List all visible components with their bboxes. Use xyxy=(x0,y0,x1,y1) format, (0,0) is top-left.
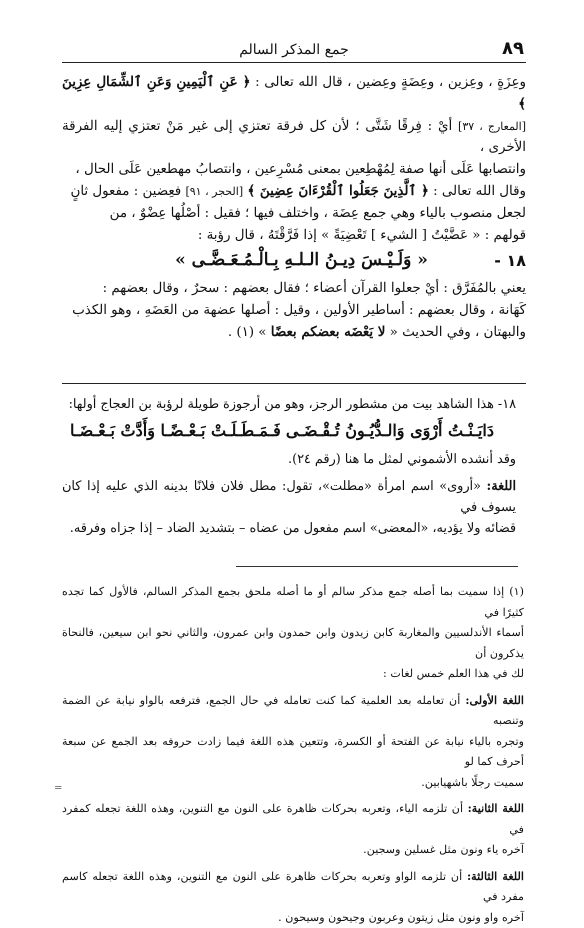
verse-commentary xyxy=(62,394,516,539)
body-line xyxy=(62,116,526,160)
footnote-text-span: أن تعامله بعد العلمية كما كنت تعامله في حال الجمع، فترفعه بالواو نيابة عن الضمة وتنصبه xyxy=(62,694,524,728)
body-line: لجعل منصوب بالياء وهي جمع عِضَة ، واختلف فيها ؛ فقيل : أصْلُها عِضْوٌ ، من xyxy=(62,203,526,225)
footnote-line: آخره واو ونون مثل زيتون وعربون وجيحون وسيحون . xyxy=(62,908,524,928)
commentary-line: قضائه ولا يؤديه، «المعضى» اسم مفعول من عضاه – بتشديد الضاد – إذا جزاه وفرقه. xyxy=(62,518,516,539)
footnote-line: لك في هذا العلم خمس لغات : xyxy=(62,664,524,685)
commentary-line xyxy=(62,476,516,518)
footnote-text-span: أن تلزمه الواو وتعربه بحركات ظاهرة على النون مع التنوين، وهذه اللغة تجعله كاسم مفرد في xyxy=(62,870,524,904)
body-text-span: أيْ : فِرقًا شَتَّى ؛ لأن كل فرقة تعتزي إلى غير مَنْ تعتزي إليه الفرقة الأخرى ، xyxy=(62,119,526,156)
running-title: جمع المذكر السالم xyxy=(64,42,524,58)
body-text-span: فعِضين : مفعول ثانٍ xyxy=(71,184,182,199)
footnote-line xyxy=(62,690,524,732)
footnotes xyxy=(62,582,524,928)
footnote-marker: » (١) . xyxy=(228,325,267,340)
footnote-text-span: أن تلزمه الياء، وتعربه بحركات ظاهرة على النون مع التنوين، وهذه اللغة تجعله كمفرد في xyxy=(62,802,524,836)
footnote-line xyxy=(62,798,524,840)
body-line: وانتصابها عَلَى أنها صفة لِمُهْطِعين بمعنى مُسْرِعين ، وانتصابُ مهطعين عَلَى الحال ، xyxy=(62,159,526,181)
poetry-verse xyxy=(62,247,526,277)
footnote-line: أسماء الأندلسيين والمغاربة كابن زيدون وابن حمدون وابن عمرون، والثاني نحو ابن سيعين، فالنحاة يذكرون أن xyxy=(62,623,524,664)
body-line: كَهَانة ، وقال بعضهم : أساطير الأولين ، وقيل : أصلها عضهة من العَضَهِ ، وهو الكذب xyxy=(62,300,526,322)
footnote-line: وتجره بالياء نيابة عن الفتحة أو الكسرة، وتتعين هذه اللغة فيما زادت حروفه بعد الجمع عن سبعة أحرف كما لو xyxy=(62,732,524,773)
quran-reference: [المعارج ، ٣٧] xyxy=(458,120,526,133)
footnote-line: آخره ياء ونون مثل غسلين وسجين. xyxy=(62,840,524,861)
dialect-label: اللغة الثانية: xyxy=(468,801,524,815)
body-line xyxy=(62,72,526,116)
hemistich-second: فَـمَـطَـلَـتْ بَـعْـضًـا وَأَدَّتْ بَـعْـضَـا xyxy=(70,420,281,441)
quran-quote: ﴿ عَنِ ٱلْيَمِينِ وَعَنِ ٱلشِّمَالِ عِزِينَ ﴾ xyxy=(62,74,526,112)
quran-quote: ﴿ ٱلَّذِينَ جَعَلُوا ٱلْقُرْءَانَ عِضِينَ ﴾ xyxy=(247,183,428,199)
footnote-line: (١) إذا سميت بما أصله جمع مذكر سالم أو ما أصله ملحق بجمع المذكر السالم، فالأول كما تجده كثيرًا في xyxy=(62,582,524,623)
hadith-quote: لا يَعْضَه بعضكم بعضًا xyxy=(271,324,386,340)
verse-text: « وَلَـيْـسَ دِيـنُ الـلـهِ بِـالْـمُـعَـضَّـى » xyxy=(157,250,446,272)
dialect-label: اللغة الثالثة: xyxy=(467,869,524,883)
body-text-span: وعِزَةٍ ، وعِزين ، وعِضَةٍ وعِضين ، قال الله تعالى : xyxy=(255,75,526,90)
commentary-text-span: «أروى» اسم امرأة «مطلت»، تقول: مطل فلان فلانًا بدينه الذي عليه إذا كان يسوف في xyxy=(62,479,516,515)
footnote-line: سميت رجلًا باشهيابين. xyxy=(62,773,524,794)
body-line xyxy=(62,322,526,344)
body-text-span: والبهتان ، وفي الحديث « xyxy=(390,325,526,340)
page-number: ٨٩ xyxy=(502,38,524,59)
quran-reference: [الحجر ، ٩١] xyxy=(185,185,243,198)
hemistich-first: دَايَـنْـتُ أَرْوَى وَالـدُّيُـونُ تُـقْـضَـى xyxy=(286,420,494,441)
body-text-span: وقال الله تعالى : xyxy=(433,184,526,199)
language-label: اللغة: xyxy=(487,479,516,494)
dialect-label: اللغة الأولى: xyxy=(465,693,524,707)
body-line: قولهم : « عَضَّيْتُ [ الشيء ] تَعْضِيَةً » إذا فَرَّقْتَهُ ، قال رؤبة : xyxy=(62,225,526,247)
commentary-rule xyxy=(62,383,526,384)
footnote-line xyxy=(62,866,524,908)
body-line xyxy=(62,181,526,203)
verse-number: ١٨ - xyxy=(494,250,526,272)
commentary-line: ١٨- هذا الشاهد بيت من مشطور الرجز، وهو من أرجوزة طويلة لرؤبة بن العجاج أولها: xyxy=(62,394,516,415)
margin-mark: = xyxy=(54,783,62,794)
footnote-rule xyxy=(236,566,518,567)
header-rule xyxy=(62,62,526,63)
main-text xyxy=(62,72,526,344)
body-line: يعني بالمُفَرَّق : أيْ جعلوا القرآن أعضاء ؛ فقال بعضهم : سحرٌ ، وقال بعضهم : xyxy=(62,278,526,300)
hemistich-pair xyxy=(62,415,516,449)
commentary-line: وقد أنشده الأشموني لمثل ما هنا (رقم ٢٤). xyxy=(62,449,516,470)
page-header xyxy=(64,36,524,60)
